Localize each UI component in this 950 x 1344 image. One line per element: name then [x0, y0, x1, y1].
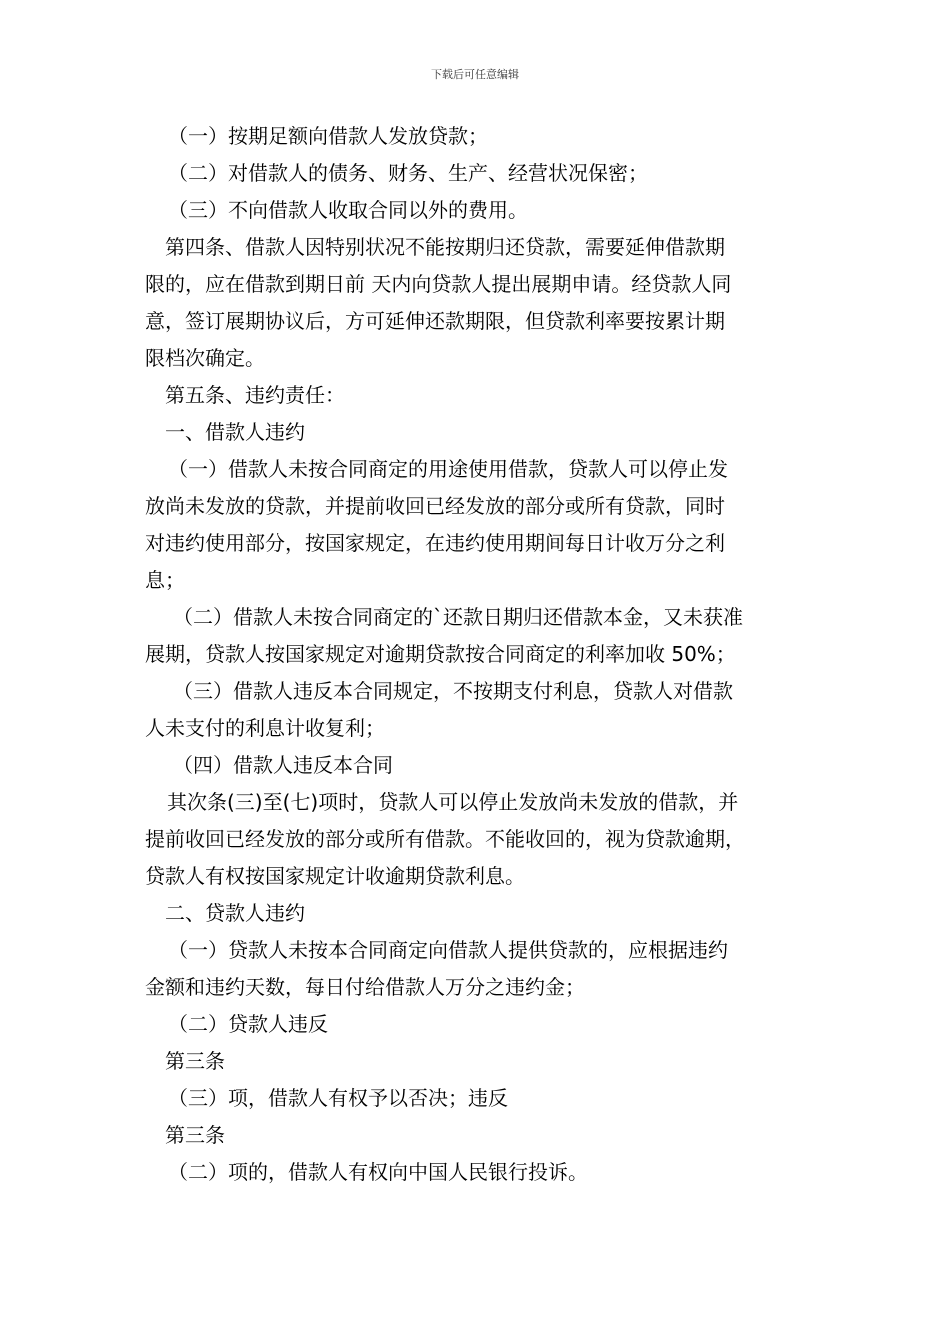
paragraph-line: 限的，应在借款到期日前 天内向贷款人提出展期申请。经贷款人同 [145, 272, 732, 296]
paragraph-line: （三）项，借款人有权予以否决；违反 [168, 1086, 508, 1110]
paragraph-line: （四）借款人违反本合同 [173, 753, 393, 777]
paragraph-line: 意，签订展期协议后，方可延伸还款期限，但贷款利率要按累计期 [145, 309, 725, 333]
paragraph-line: （二）借款人未按合同商定的`还款日期归还借款本金，又未获准 [173, 605, 743, 629]
paragraph-line: （二）贷款人违反 [168, 1012, 328, 1036]
paragraph-line: 其次条(三)至(七)项时，贷款人可以停止发放尚未发放的借款，并 [167, 790, 739, 814]
paragraph-line: 息； [145, 568, 185, 592]
paragraph-line: （三）借款人违反本合同规定，不按期支付利息，贷款人对借款 [173, 679, 733, 703]
paragraph-line: （二）对借款人的债务、财务、生产、经营状况保密； [168, 161, 648, 185]
paragraph-line: （二）项的，借款人有权向中国人民银行投诉。 [168, 1160, 588, 1184]
paragraph-line: 对违约使用部分，按国家规定，在违约使用期间每日计收万分之利 [145, 531, 725, 555]
paragraph-line: （一）贷款人未按本合同商定向借款人提供贷款的，应根据违约 [168, 938, 728, 962]
paragraph-line: 第三条 [165, 1123, 225, 1147]
paragraph-line: 展期，贷款人按国家规定对逾期贷款按合同商定的利率加收 50%； [145, 642, 736, 666]
paragraph-line: （三）不向借款人收取合同以外的费用。 [168, 198, 528, 222]
paragraph-line: 提前收回已经发放的部分或所有借款。不能收回的，视为贷款逾期， [145, 827, 745, 851]
paragraph-line: 限档次确定。 [145, 346, 265, 370]
paragraph-line: 第三条 [165, 1049, 225, 1073]
paragraph-line: 贷款人有权按国家规定计收逾期贷款利息。 [145, 864, 525, 888]
paragraph-line: 第四条、借款人因特别状况不能按期归还贷款，需要延伸借款期 [165, 235, 725, 259]
document-body [145, 118, 830, 1191]
paragraph-line: 一、借款人违约 [165, 420, 305, 444]
paragraph-line: 第五条、违约责任： [165, 383, 345, 407]
page-header: 下载后可任意编辑 [431, 68, 519, 81]
paragraph-line: （一）按期足额向借款人发放贷款； [168, 124, 488, 148]
paragraph-line: 二、贷款人违约 [165, 901, 305, 925]
paragraph-line: 金额和违约天数，每日付给借款人万分之违约金； [145, 975, 585, 999]
paragraph-line: 人未支付的利息计收复利； [145, 716, 385, 740]
paragraph-line: （一）借款人未按合同商定的用途使用借款，贷款人可以停止发 [168, 457, 728, 481]
paragraph-line: 放尚未发放的贷款，并提前收回已经发放的部分或所有贷款，同时 [145, 494, 725, 518]
